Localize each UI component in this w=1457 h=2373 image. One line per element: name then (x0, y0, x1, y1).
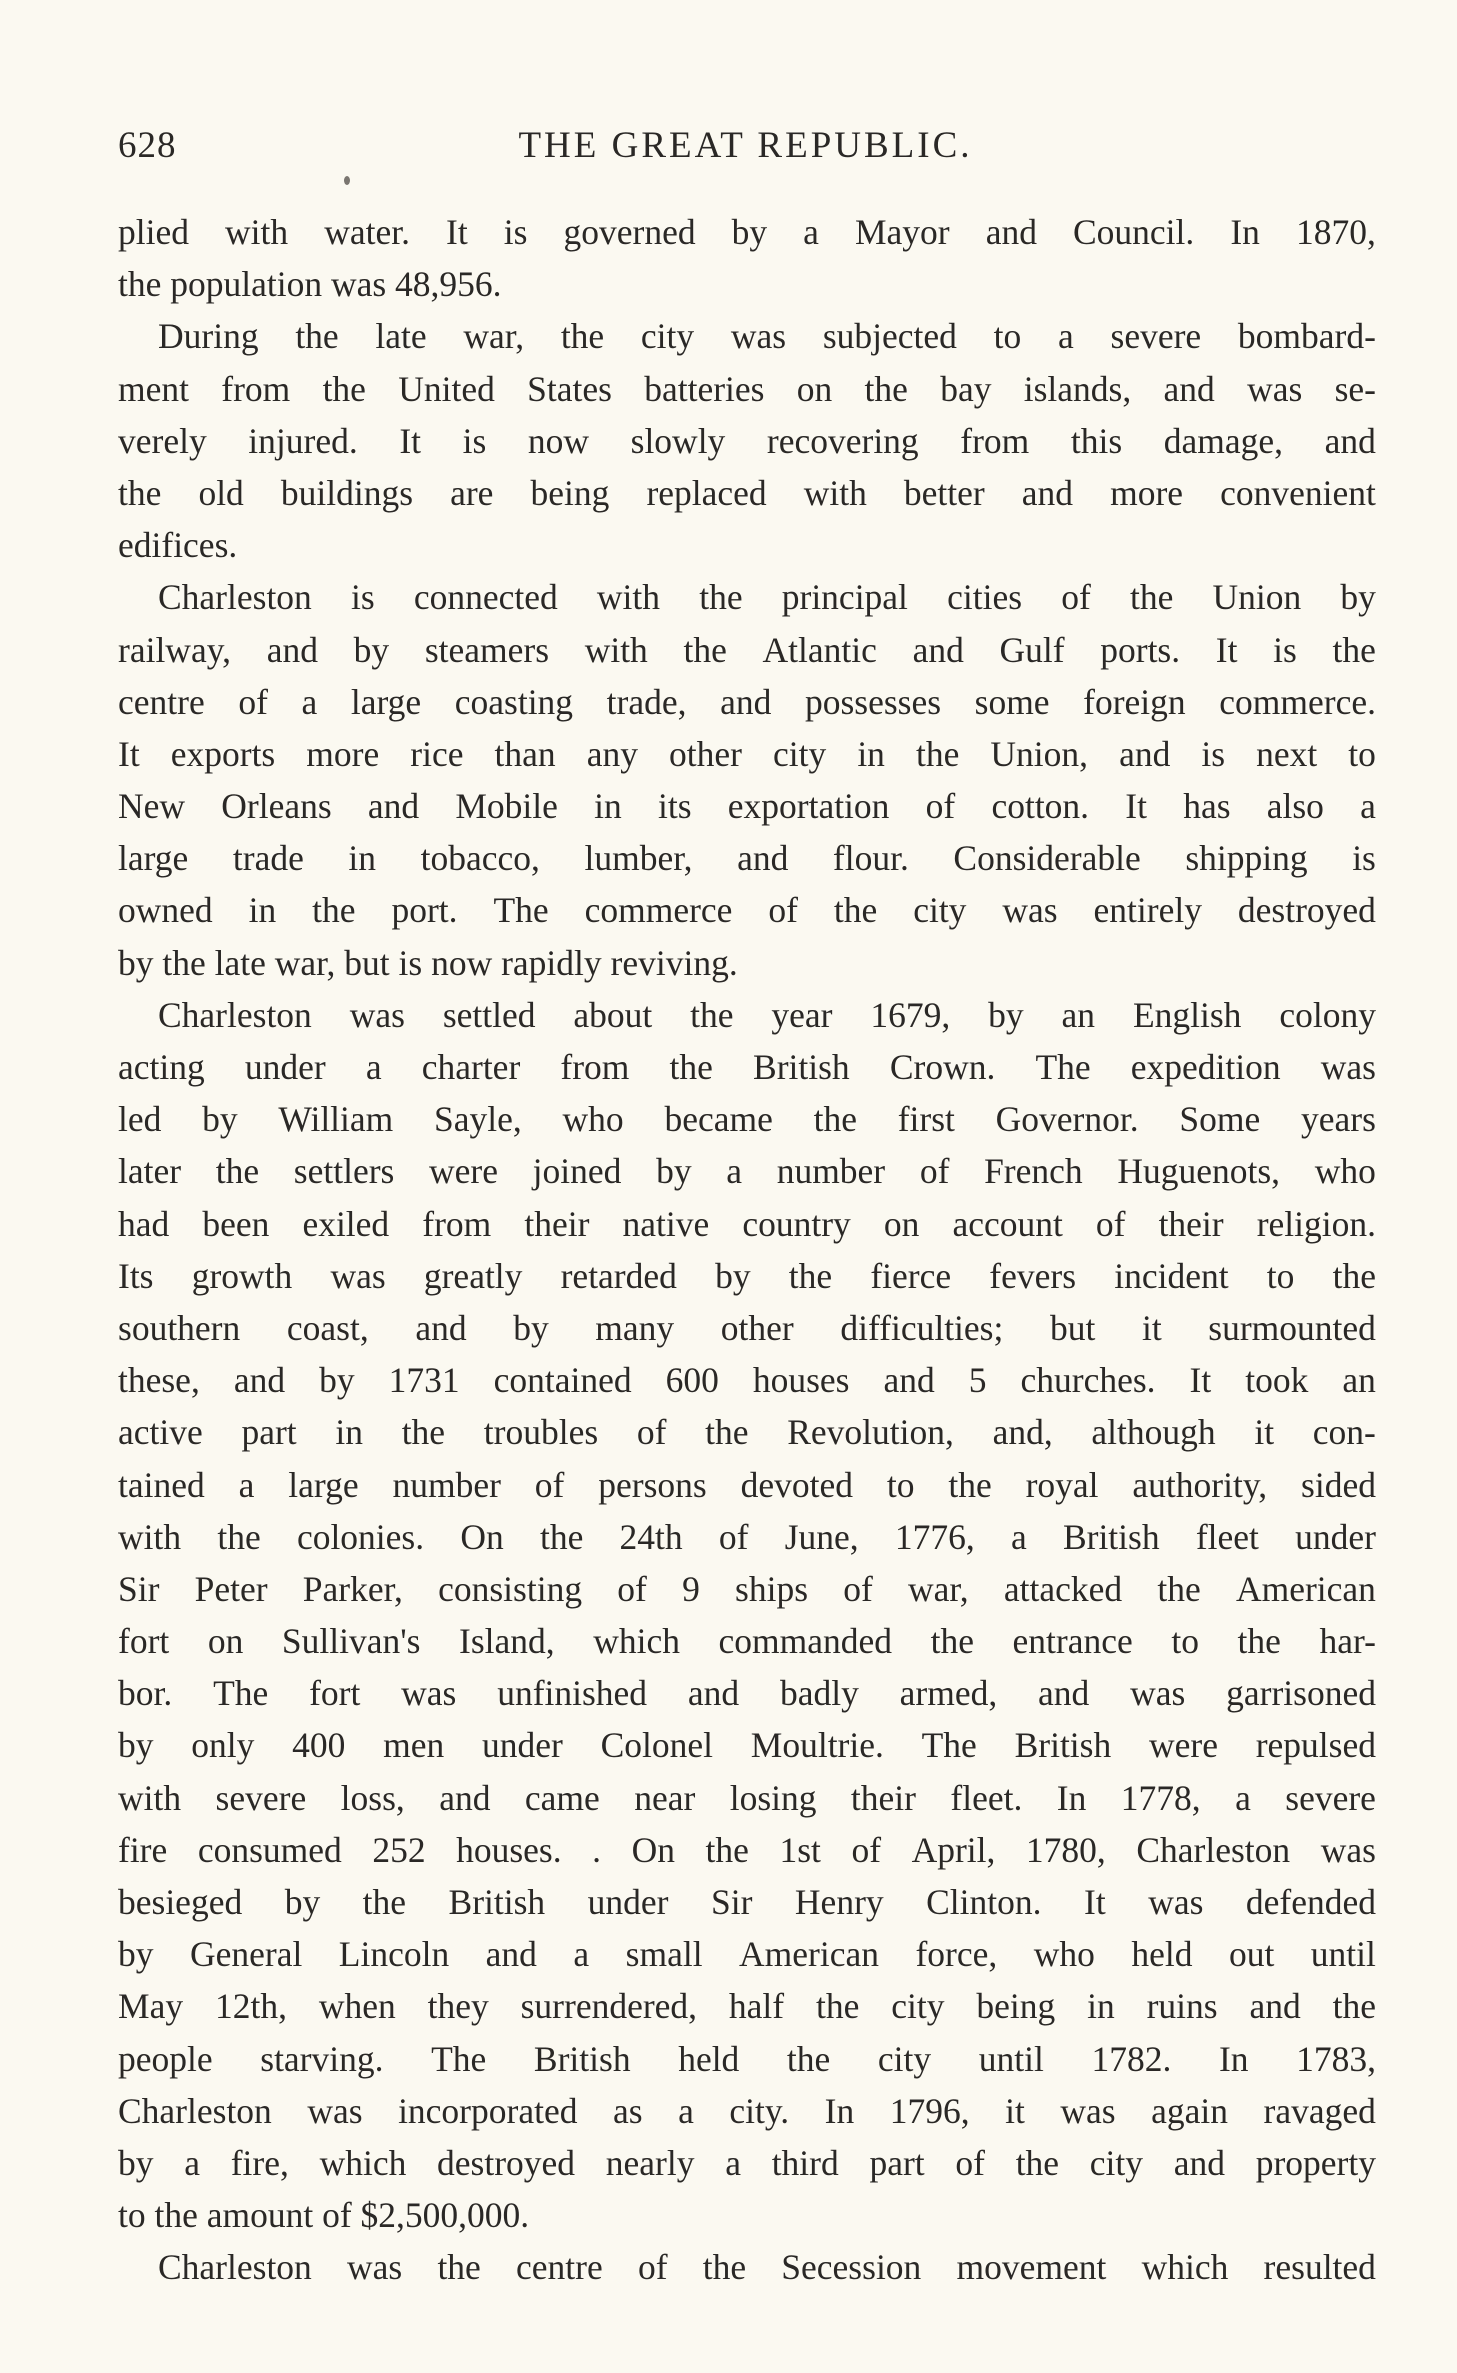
page-number: 628 (118, 125, 177, 166)
text-line: Charleston was incorporated as a city. In 1796, it was again ravaged (118, 2090, 1376, 2131)
running-title: THE GREAT REPUBLIC. (518, 125, 973, 166)
text-line: fire consumed 252 houses. . On the 1st of April, 1780, Charleston was (118, 1829, 1376, 1870)
ink-speck (344, 176, 350, 185)
text-line: New Orleans and Mobile in its exportation of cotton. It has also a (118, 786, 1376, 827)
text-line: During the late war, the city was subjected to a severe bombard- (158, 316, 1376, 357)
text-line: later the settlers were joined by a number of French Huguenots, who (118, 1151, 1376, 1192)
text-line: by only 400 men under Colonel Moultrie. The British were repulsed (118, 1725, 1376, 1766)
text-line: had been exiled from their native country on account of their religion. (118, 1203, 1376, 1244)
text-line: the population was 48,956. (118, 264, 502, 305)
text-line: It exports more rice than any other city in the Union, and is next to (118, 733, 1376, 774)
body-text (118, 206, 1376, 2294)
text-line: edifices. (118, 525, 238, 566)
text-line: fort on Sullivan's Island, which commanded the entrance to the har- (118, 1621, 1376, 1662)
text-line: by General Lincoln and a small American force, who held out until (118, 1934, 1376, 1975)
text-line: besieged by the British under Sir Henry Clinton. It was defended (118, 1882, 1376, 1922)
text-line: people starving. The British held the city until 1782. In 1783, (118, 2038, 1376, 2079)
text-line: by the late war, but is now rapidly reviving. (118, 942, 738, 983)
text-line: verely injured. It is now slowly recovering from this damage, and (118, 420, 1376, 461)
text-line: these, and by 1731 contained 600 houses and 5 churches. It took an (118, 1360, 1376, 1401)
text-line: Charleston was the centre of the Secession movement which resulted (158, 2247, 1376, 2288)
text-line: tained a large number of persons devoted to the royal authority, sided (118, 1464, 1376, 1505)
text-line: May 12th, when they surrendered, half the city being in ruins and the (118, 1986, 1376, 2027)
text-line: with severe loss, and came near losing their fleet. In 1778, a severe (118, 1777, 1376, 1818)
text-line: active part in the troubles of the Revolution, and, although it con- (118, 1412, 1376, 1453)
text-line: owned in the port. The commerce of the city was entirely destroyed (118, 890, 1376, 931)
text-line: ment from the United States batteries on the bay islands, and was se- (118, 368, 1376, 409)
text-line: acting under a charter from the British Crown. The expedition was (118, 1047, 1376, 1087)
text-line: Charleston is connected with the principal cities of the Union by (158, 577, 1376, 618)
text-line: railway, and by steamers with the Atlantic and Gulf ports. It is the (118, 629, 1376, 670)
text-line: southern coast, and by many other difficulties; but it surmounted (118, 1307, 1376, 1348)
text-line: plied with water. It is governed by a Mayor and Council. In 1870, (118, 212, 1376, 252)
text-line: Sir Peter Parker, consisting of 9 ships of war, attacked the American (118, 1568, 1376, 1609)
running-head (118, 118, 1373, 178)
text-line: led by William Sayle, who became the first Governor. Some years (118, 1099, 1376, 1140)
text-line: by a fire, which destroyed nearly a third part of the city and property (118, 2142, 1376, 2183)
text-line: with the colonies. On the 24th of June, 1776, a British fleet under (118, 1516, 1376, 1557)
text-line: Its growth was greatly retarded by the fierce fevers incident to the (118, 1255, 1376, 1296)
text-line: bor. The fort was unfinished and badly armed, and was garrisoned (118, 1673, 1376, 1714)
text-line: large trade in tobacco, lumber, and flour. Considerable shipping is (118, 838, 1376, 879)
text-line: centre of a large coasting trade, and possesses some foreign commerce. (118, 681, 1376, 722)
text-line: to the amount of $2,500,000. (118, 2195, 530, 2236)
text-line: the old buildings are being replaced with better and more convenient (118, 472, 1376, 513)
text-line: Charleston was settled about the year 1679, by an English colony (158, 994, 1376, 1035)
